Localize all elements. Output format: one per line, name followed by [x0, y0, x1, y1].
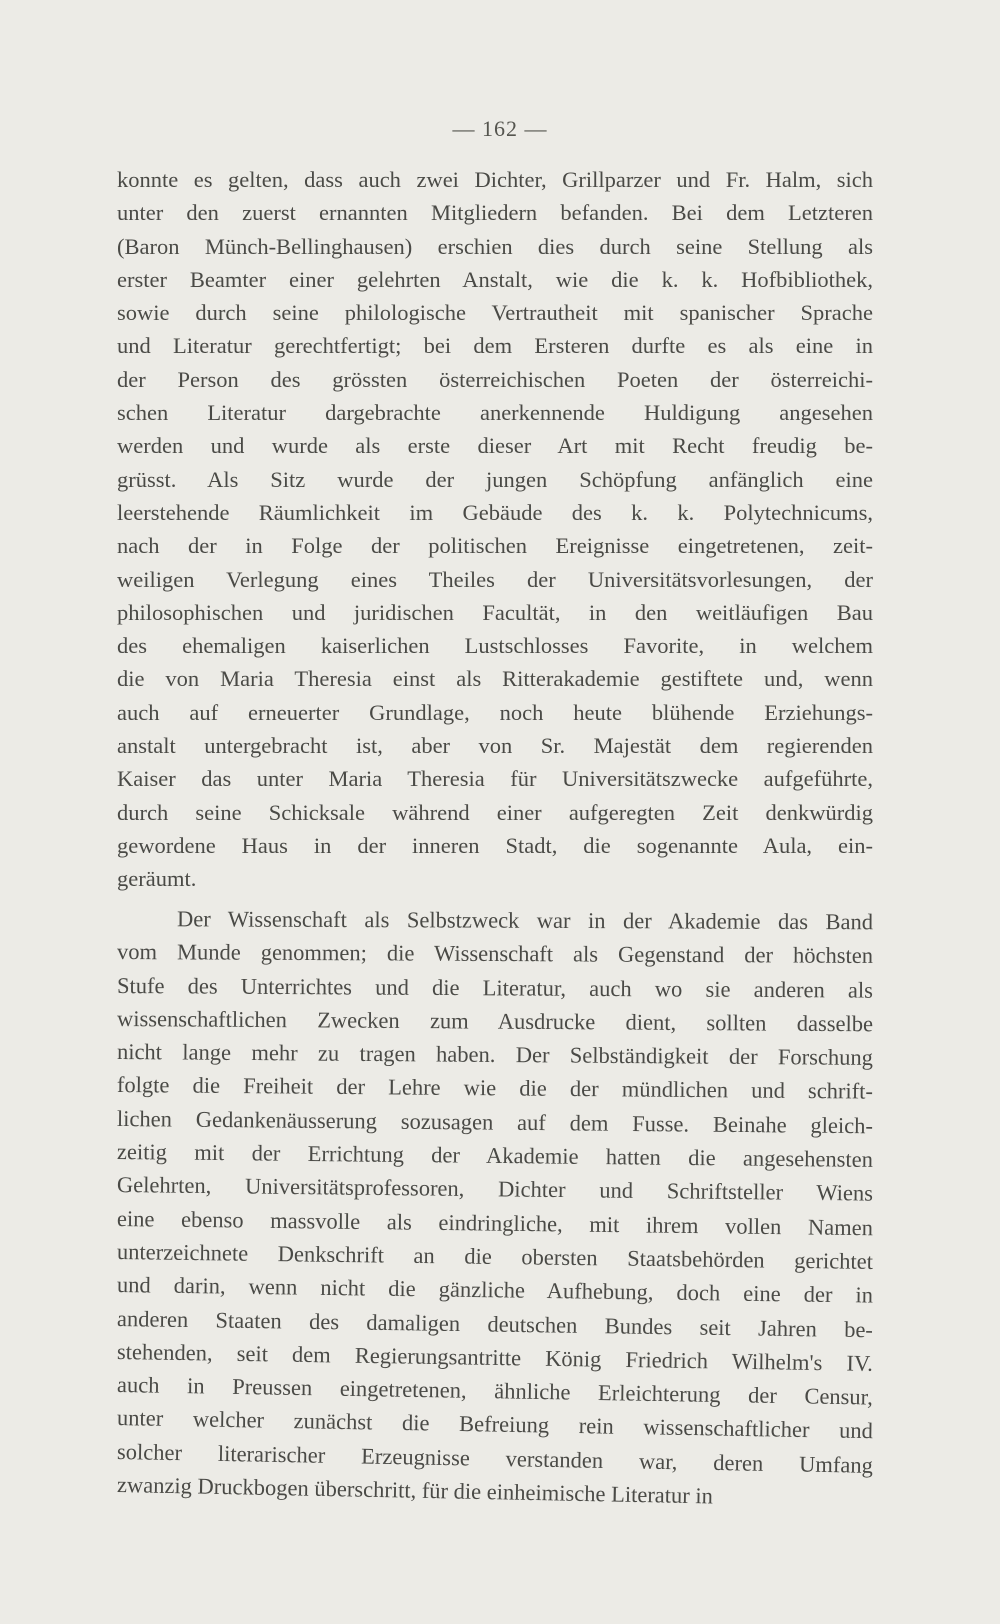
text-line: lichen Gedankenäusserung sozusagen auf dem Fusse. Beinahe gleich-: [116, 1105, 874, 1139]
text-line: grüsst. Als Sitz wurde der jungen Schöpfung anfänglich eine: [117, 466, 873, 492]
text-line: Gelehrten, Universitätsprofessoren, Dichter und Schriftsteller Wiens: [116, 1172, 874, 1206]
text-line: und darin, wenn nicht die gänzliche Aufhebung, doch eine der in: [116, 1272, 874, 1308]
text-line: eine ebenso massvolle als eindringliche, mit ihrem vollen Namen: [116, 1205, 874, 1240]
text-line: (Baron Münch-Bellinghausen) erschien dies durch seine Stellung als: [117, 233, 873, 259]
text-line: durch seine Schicksale während einer aufgeregten Zeit denkwürdig: [117, 799, 873, 825]
text-line: auch auf erneuerter Grundlage, noch heute blühende Erziehungs-: [117, 699, 873, 725]
paragraph-2: [116, 902, 874, 1509]
text-line: solcher literarischer Erzeugnisse verstanden war, deren Umfang: [116, 1438, 874, 1478]
text-line: vom Munde genommen; die Wissenschaft als Gegenstand der höchsten: [116, 939, 874, 969]
text-line: nicht lange mehr zu tragen haben. Der Selbständigkeit der Forschung: [116, 1039, 874, 1071]
paragraph-1: [117, 163, 873, 896]
text-line: und Literatur gerechtfertigt; bei dem Ersteren durfte es als eine in: [117, 333, 873, 359]
text-line: unter den zuerst ernannten Mitgliedern befanden. Bei dem Letzteren: [117, 200, 873, 226]
text-line: sowie durch seine philologische Vertrautheit mit spanischer Sprache: [117, 300, 873, 326]
text-line: Stufe des Unterrichtes und die Literatur, auch wo sie anderen als: [116, 972, 874, 1003]
text-line: folgte die Freiheit der Lehre wie die der mündlichen und schrift-: [116, 1072, 874, 1105]
text-line: anstalt untergebracht ist, aber von Sr. Majestät dem regierenden: [117, 733, 873, 759]
text-line: erster Beamter einer gelehrten Anstalt, wie die k. k. Hofbibliothek,: [117, 266, 873, 292]
text-line: der Person des grössten österreichischen Poeten der österreichi-: [117, 366, 873, 392]
text-line: leerstehende Räumlichkeit im Gebäude des k. k. Polytechnicums,: [117, 499, 873, 525]
text-line: geräumt.: [117, 866, 197, 892]
text-line: wissenschaftlichen Zwecken zum Ausdrucke dient, sollten dasselbe: [116, 1005, 874, 1037]
text-line: unter welcher zunächst die Befreiung rein wissenschaftlicher und: [116, 1405, 874, 1444]
text-line: zwanzig Druckbogen überschritt, für die einheimische Literatur in: [116, 1472, 714, 1509]
text-line: gewordene Haus in der inneren Stadt, die sogenannte Aula, ein-: [117, 832, 873, 858]
text-line: schen Literatur dargebrachte anerkennende Huldigung angesehen: [117, 400, 873, 426]
text-line: konnte es gelten, dass auch zwei Dichter, Grillparzer und Fr. Halm, sich: [117, 167, 873, 192]
text-line: werden und wurde als erste dieser Art mit Recht freudig be-: [117, 433, 873, 459]
page-number: — 162 —: [452, 116, 548, 141]
text-line: unterzeichnete Denkschrift an die obersten Staatsbehörden gerichtet: [116, 1238, 874, 1274]
text-line: stehenden, seit dem Regierungsantritte König Friedrich Wilhelm's IV.: [116, 1338, 874, 1376]
text-line: nach der in Folge der politischen Ereignisse eingetretenen, zeit-: [117, 533, 873, 559]
text-line: des ehemaligen kaiserlichen Lustschlosses Favorite, in welchem: [117, 633, 873, 659]
text-line: Kaiser das unter Maria Theresia für Universitätszwecke aufgeführte,: [117, 766, 873, 792]
text-line: die von Maria Theresia einst als Ritterakademie gestiftete und, wenn: [117, 666, 873, 692]
text-line: auch in Preussen eingetretenen, ähnliche Erleichterung der Censur,: [116, 1372, 874, 1410]
text-line: anderen Staaten des damaligen deutschen Bundes seit Jahren be-: [116, 1305, 874, 1342]
text-line: weiligen Verlegung eines Theiles der Universitätsvorlesungen, der: [117, 566, 873, 592]
text-line: Der Wissenschaft als Selbstzweck war in der Akademie das Band: [176, 906, 874, 935]
text-line: zeitig mit der Errichtung der Akademie hatten die angesehensten: [116, 1139, 874, 1172]
text-line: philosophischen und juridischen Facultät, in den weitläufigen Bau: [117, 599, 873, 625]
